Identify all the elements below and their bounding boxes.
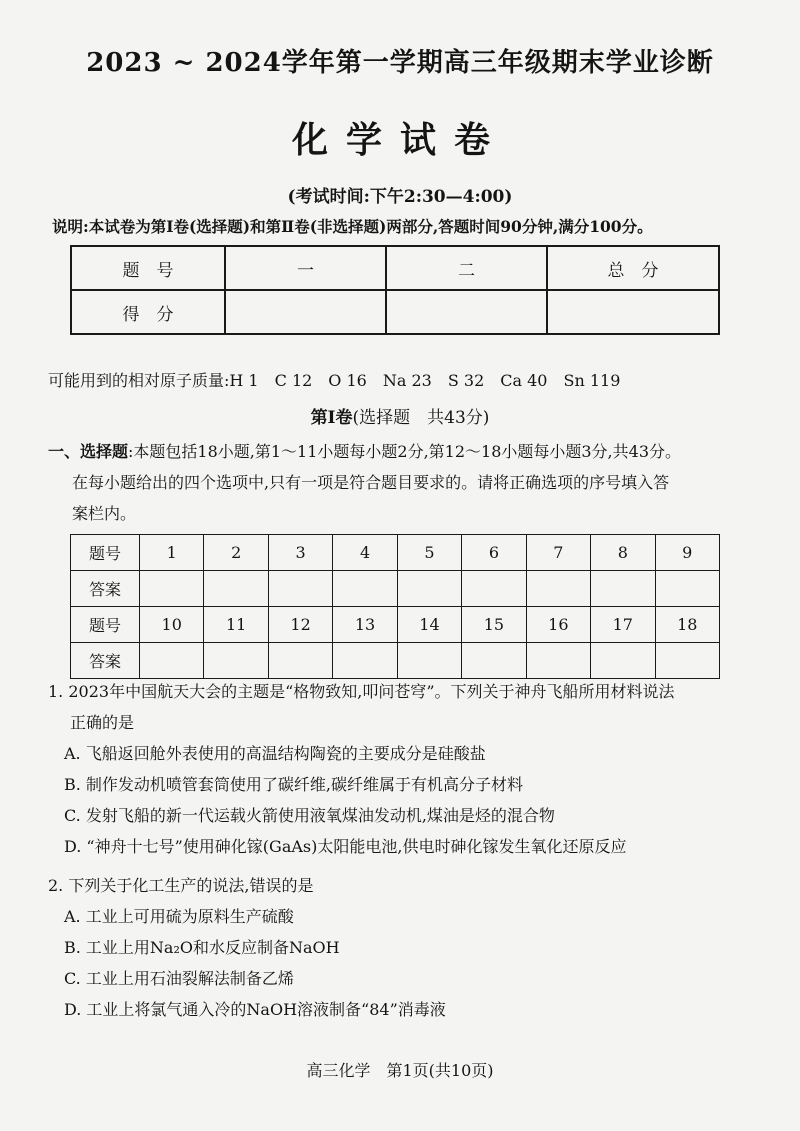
question-stem <box>48 870 768 901</box>
answer-cell[interactable] <box>462 643 526 679</box>
page-footer: 高三化学 第1页(共10页) <box>306 1061 494 1080</box>
question-number-cell: 8 <box>591 535 655 571</box>
exam-time: (考试时间:下午2:30—4:00) <box>287 187 513 207</box>
score-table-header-row <box>71 246 719 290</box>
answer-cell[interactable] <box>268 643 332 679</box>
question-number-cell: 2 <box>204 535 268 571</box>
section1-line2: 在每小题给出的四个选项中,只有一项是符合题目要求的。请将正确选项的序号填入答 <box>72 473 670 492</box>
question-number-cell: 12 <box>268 607 332 643</box>
question-number-cell: 15 <box>462 607 526 643</box>
score-header-cell: 总 分 <box>547 246 719 290</box>
question-stem-line: 2. 下列关于化工生产的说法,错误的是 <box>48 876 314 895</box>
question-number-cell: 11 <box>204 607 268 643</box>
score-row-label: 得 分 <box>71 290 225 334</box>
section1-line3: 案栏内。 <box>72 504 137 523</box>
question-number-cell: 4 <box>333 535 397 571</box>
answer-cell[interactable] <box>397 643 461 679</box>
question-number-cell: 16 <box>526 607 590 643</box>
score-header-cell: 二 <box>386 246 547 290</box>
section1-label: 一、选择题 <box>48 442 129 461</box>
answer-cell[interactable] <box>140 571 204 607</box>
score-cell-total[interactable] <box>547 290 719 334</box>
question-number-cell: 5 <box>397 535 461 571</box>
answer-table <box>70 534 720 679</box>
option-a: A. 工业上可用硫为原料生产硫酸 <box>64 907 294 926</box>
question-stem-line: 正确的是 <box>70 713 135 732</box>
option-c: C. 工业上用石油裂解法制备乙烯 <box>64 969 294 988</box>
option-d: D. 工业上将氯气通入冷的NaOH溶液制备“84”消毒液 <box>64 1000 446 1019</box>
part1-title <box>0 403 800 428</box>
question-stem-line: 1. 2023年中国航天大会的主题是“格物致知,叩问苍穹”。下列关于神舟飞船所用材料说法 <box>48 682 675 701</box>
part1-title-sub: (选择题 共43分) <box>352 408 490 428</box>
answer-cell[interactable] <box>333 643 397 679</box>
answer-cell[interactable] <box>591 571 655 607</box>
answer-table-number-row <box>71 535 720 571</box>
answer-num-label: 题号 <box>71 607 140 643</box>
option-b: B. 工业上用Na₂O和水反应制备NaOH <box>64 938 340 957</box>
answer-num-label: 题号 <box>71 535 140 571</box>
question-number-cell: 9 <box>655 535 720 571</box>
exam-instructions: 说明:本试卷为第Ⅰ卷(选择题)和第Ⅱ卷(非选择题)两部分,答题时间90分钟,满分100分。 <box>52 217 653 236</box>
score-cell-part2[interactable] <box>386 290 547 334</box>
question-number-cell: 6 <box>462 535 526 571</box>
answer-cell[interactable] <box>333 571 397 607</box>
question-stem <box>48 676 768 738</box>
score-header-cell: 一 <box>225 246 386 290</box>
section1-line1: :本题包括18小题,第1～11小题每小题2分,第12～18小题每小题3分,共43分。 <box>128 442 682 461</box>
answer-label: 答案 <box>71 571 140 607</box>
answer-cell[interactable] <box>397 571 461 607</box>
answer-cell[interactable] <box>655 643 720 679</box>
option-d: D. “神舟十七号”使用砷化镓(GaAs)太阳能电池,供电时砷化镓发生氧化还原反应 <box>64 837 627 856</box>
question-number-cell: 7 <box>526 535 590 571</box>
answer-table-answer-row <box>71 643 720 679</box>
score-cell-part1[interactable] <box>225 290 386 334</box>
score-table <box>70 245 720 335</box>
question-number-cell: 10 <box>140 607 204 643</box>
option-c: C. 发射飞船的新一代运载火箭使用液氧煤油发动机,煤油是烃的混合物 <box>64 806 555 825</box>
option-b: B. 制作发动机喷管套筒使用了碳纤维,碳纤维属于有机高分子材料 <box>64 775 524 794</box>
option-a: A. 飞船返回舱外表使用的高温结构陶瓷的主要成分是硅酸盐 <box>64 744 486 763</box>
subject-title: 化学试卷 <box>291 120 508 161</box>
answer-cell[interactable] <box>526 643 590 679</box>
atomic-masses: 可能用到的相对原子质量:H 1 C 12 O 16 Na 23 S 32 Ca 40 Sn 119 <box>48 371 621 390</box>
answer-table-number-row <box>71 607 720 643</box>
question-1 <box>48 676 768 862</box>
section1-intro <box>48 436 783 529</box>
question-number-cell: 14 <box>397 607 461 643</box>
score-table-score-row <box>71 290 719 334</box>
answer-cell[interactable] <box>526 571 590 607</box>
question-number-cell: 17 <box>591 607 655 643</box>
answer-cell[interactable] <box>140 643 204 679</box>
question-number-cell: 3 <box>268 535 332 571</box>
exam-header-title: 2023 ~ 2024学年第一学期高三年级期末学业诊断 <box>86 48 714 78</box>
answer-cell[interactable] <box>591 643 655 679</box>
question-number-cell: 13 <box>333 607 397 643</box>
answer-label: 答案 <box>71 643 140 679</box>
answer-cell[interactable] <box>204 643 268 679</box>
question-2 <box>48 870 768 1025</box>
question-number-cell: 18 <box>655 607 720 643</box>
answer-cell[interactable] <box>204 571 268 607</box>
score-header-cell: 题 号 <box>71 246 225 290</box>
answer-cell[interactable] <box>268 571 332 607</box>
part1-title-main: 第Ⅰ卷 <box>310 408 353 428</box>
answer-cell[interactable] <box>655 571 720 607</box>
answer-table-answer-row <box>71 571 720 607</box>
answer-cell[interactable] <box>462 571 526 607</box>
question-number-cell: 1 <box>140 535 204 571</box>
